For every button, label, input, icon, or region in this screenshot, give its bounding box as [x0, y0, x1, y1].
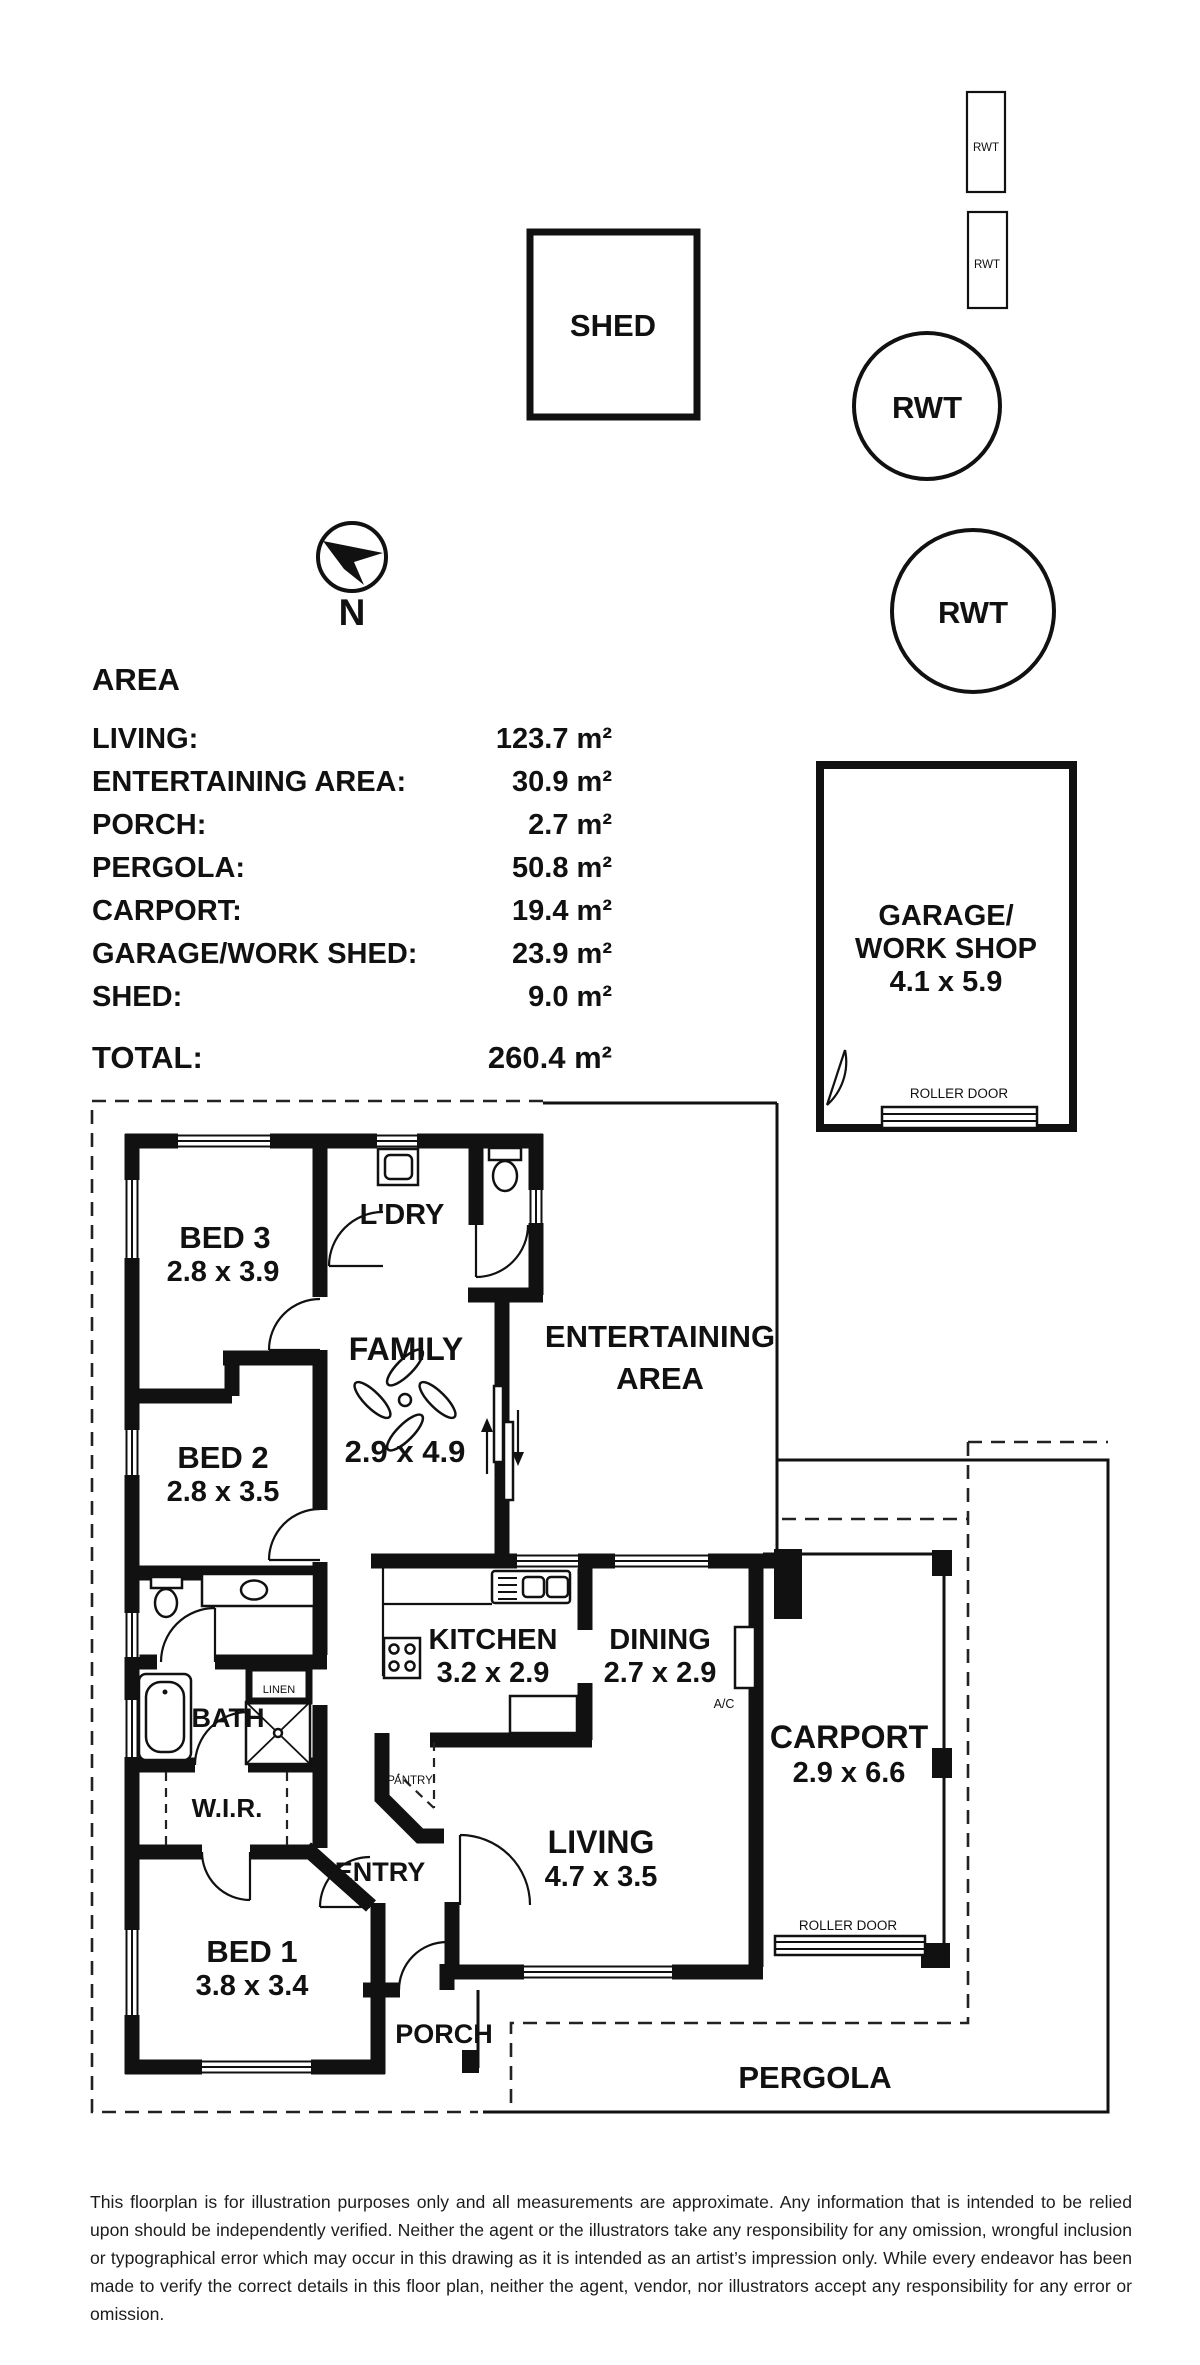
- window-bath-left: [125, 1700, 140, 1757]
- carport-post-ne: [932, 1550, 952, 1576]
- ldry-label: L'DRY: [359, 1199, 445, 1231]
- bed2-door-icon: [269, 1509, 320, 1560]
- bed3-label: BED 3: [179, 1220, 271, 1255]
- carport-post-e: [932, 1748, 952, 1778]
- window-dining-top: [615, 1554, 708, 1569]
- bed3-dims: 2.8 x 3.9: [166, 1256, 280, 1288]
- kitchen-label: KITCHEN: [428, 1624, 558, 1656]
- window-bed1-left: [125, 1930, 140, 2015]
- rwt-circle-2-label: RWT: [937, 595, 1009, 630]
- living-label: LIVING: [547, 1824, 655, 1860]
- rwt-small-tank-1: [967, 92, 1005, 192]
- area-row-value: 30.9 m²: [512, 766, 612, 798]
- area-row-value: 9.0 m²: [528, 981, 612, 1013]
- north-compass-icon: [318, 523, 386, 633]
- toilet-icon-wc: [151, 1577, 182, 1617]
- area-row-value: 123.7 m²: [495, 723, 612, 755]
- shed: [530, 232, 697, 417]
- toilet-icon-ldry: [489, 1148, 521, 1191]
- window-bed3-top: [178, 1134, 270, 1149]
- area-row-value: 23.9 m²: [512, 938, 612, 970]
- disclaimer-text: This floorplan is for illustration purposes only and all measurements are approximate. Any information that is intended to be relied upon should be independently verified. Neither the agent or the illustrators take any responsibility for any omission, wrongful inclusion or typographical error which may occur in this drawing as it is intended as an artist’s impression only. While every endeavor has been made to verify the correct details in this floor plan, neither the agent, vendor, nor illustrators accept any responsibility for any error or omission.: [90, 2192, 1132, 2324]
- kitchen-dims: 3.2 x 2.9: [436, 1657, 550, 1689]
- garage-name-2: WORK SHOP: [854, 933, 1038, 965]
- pantry-label: PANTRY: [387, 1775, 433, 1787]
- window-living-bottom: [524, 1965, 672, 1980]
- bed2-label: BED 2: [177, 1440, 269, 1475]
- rwt-small-1-label: RWT: [973, 142, 999, 154]
- area-row-label: PORCH:: [92, 809, 207, 841]
- bed2-dims: 2.8 x 3.5: [166, 1476, 280, 1508]
- entertaining-label-1: ENTERTAINING: [544, 1319, 776, 1354]
- garage-roller-door-icon: [882, 1107, 1037, 1128]
- bathtub-icon: [139, 1674, 191, 1760]
- dining-label: DINING: [609, 1624, 711, 1656]
- area-row-label: CARPORT:: [92, 895, 242, 927]
- entertaining-label-2: AREA: [616, 1361, 704, 1396]
- area-row-label: PERGOLA:: [92, 852, 246, 884]
- area-row-label: SHED:: [92, 981, 183, 1013]
- area-row-value: 50.8 m²: [512, 852, 612, 884]
- porch-label: PORCH: [395, 2019, 493, 2049]
- garage-name-1: GARAGE/: [878, 900, 1014, 932]
- area-row-label: GARAGE/WORK SHED:: [92, 938, 418, 970]
- entry-label: ENTRY: [334, 1857, 426, 1887]
- window-ldry-top: [377, 1134, 417, 1149]
- ldry-wc-door-icon: [476, 1225, 528, 1277]
- vanity-icon: [202, 1574, 314, 1606]
- carport-roller-door-label: ROLLER DOOR: [798, 1918, 898, 1933]
- sink-icon: [492, 1571, 570, 1603]
- area-table: [92, 662, 612, 1075]
- linen-label: LINEN: [262, 1684, 296, 1696]
- dining-dims: 2.7 x 2.9: [603, 1657, 717, 1689]
- ac-label: A/C: [713, 1697, 735, 1711]
- family-dims: 2.9 x 4.9: [344, 1434, 466, 1469]
- carport-label: CARPORT: [769, 1719, 929, 1755]
- wir-label: W.I.R.: [191, 1793, 263, 1823]
- rwt-round-tank-2: [892, 530, 1054, 692]
- shed-label: SHED: [569, 308, 657, 343]
- pergola-label: PERGOLA: [738, 2060, 892, 2095]
- window-wc-left: [125, 1613, 140, 1657]
- living-dims: 4.7 x 3.5: [544, 1861, 658, 1893]
- window-wc-right: [529, 1190, 544, 1223]
- bath-label: BATH: [191, 1703, 265, 1733]
- porch-post: [462, 2050, 479, 2073]
- carport-roller-door-icon: [775, 1936, 925, 1955]
- garage-dims: 4.1 x 5.9: [889, 966, 1003, 998]
- wir-door-icon: [202, 1852, 250, 1900]
- garage-workshop: [820, 765, 1073, 1128]
- stove-icon: [384, 1638, 420, 1678]
- carport-dims: 2.9 x 6.6: [792, 1757, 906, 1789]
- area-row-value: 2.7 m²: [528, 809, 612, 841]
- washing-machine-icon: [378, 1149, 418, 1185]
- ac-unit-icon: [735, 1627, 755, 1688]
- rwt-circle-1-label: RWT: [891, 390, 963, 425]
- bed1-label: BED 1: [206, 1934, 298, 1969]
- bed1-dims: 3.8 x 3.4: [195, 1970, 309, 2002]
- rwt-round-tank-1: [854, 333, 1000, 479]
- area-title: AREA: [92, 662, 180, 697]
- family-label: FAMILY: [348, 1331, 464, 1367]
- area-row-label: ENTERTAINING AREA:: [92, 766, 407, 798]
- rwt-small-tank-2: [968, 212, 1007, 308]
- window-bed3-left: [125, 1180, 140, 1258]
- garage-roller-door-label: ROLLER DOOR: [909, 1086, 1009, 1101]
- window-kitchen-top: [517, 1554, 578, 1569]
- living-door-icon: [460, 1835, 530, 1905]
- area-total-value: 260.4 m²: [487, 1040, 612, 1075]
- window-bed1-bottom: [202, 2060, 311, 2075]
- area-row-value: 19.4 m²: [512, 895, 612, 927]
- area-row-label: LIVING:: [92, 723, 199, 755]
- garage-door-icon: [827, 1050, 846, 1105]
- rwt-small-2-label: RWT: [974, 259, 1000, 271]
- bed3-door-icon: [269, 1299, 320, 1350]
- area-total-label: TOTAL:: [92, 1040, 203, 1075]
- compass-north-label: N: [338, 592, 366, 633]
- window-bed2-left: [125, 1430, 140, 1475]
